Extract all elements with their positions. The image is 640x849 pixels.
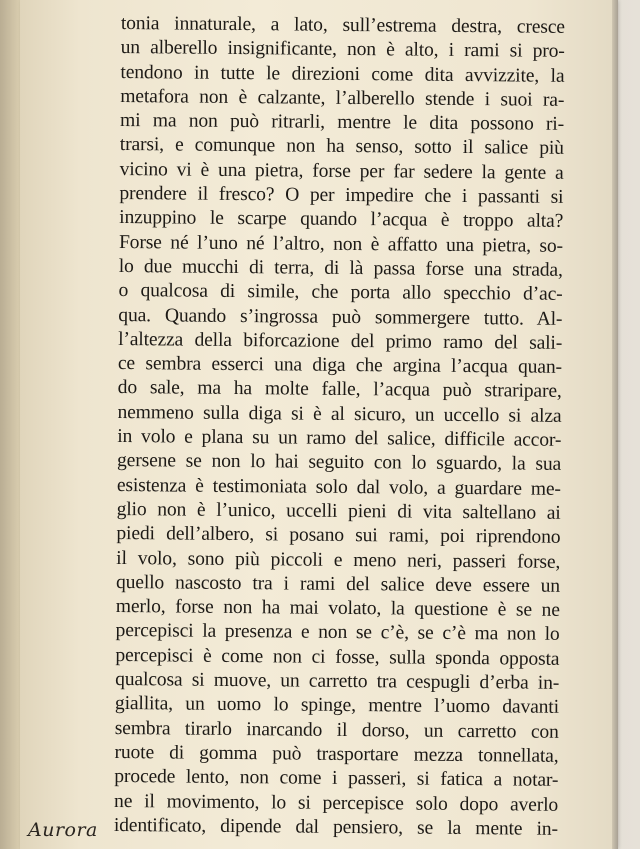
text-line: mi ma non può ritrarli, mentre le dita possono ri-: [119, 110, 565, 136]
page-body-text: [114, 12, 565, 842]
page-right-edge: [612, 0, 618, 849]
text-line: Forse né l’uno né l’altro, non è affatto una pietra, so-: [118, 231, 564, 257]
text-line: prendere il fresco? O per impedire che i passanti si: [119, 183, 564, 208]
text-line: identificato, dipende dal pensiero, se la mente in-: [113, 814, 558, 840]
text-line: sembra tirarlo inarcando il dorso, un carretto con: [114, 717, 559, 743]
text-line: percepisci è come non ci fosse, sulla sponda opposta: [115, 644, 560, 670]
text-line: nemmeno sulla diga si è al sicuro, un uccello si alza: [117, 401, 562, 427]
text-line: trarsi, e comunque non ha senso, sotto il salice più: [119, 134, 564, 160]
text-line: il volo, sono più piccoli e meno neri, passeri forse,: [116, 547, 561, 573]
text-line: glio non è l’unico, uccelli pieni di vita saltellano ai: [116, 498, 561, 524]
text-line: percepisci la presenza e non se c’è, se c’è ma non lo: [115, 620, 560, 646]
text-line: tonia innaturale, a lato, sull’estrema destra, cresce: [120, 12, 565, 38]
text-line: quello nascosto tra i rami del salice deve essere un: [115, 571, 561, 597]
text-line: procede lento, non come i passeri, si fatica a notar-: [114, 766, 559, 792]
text-line: inzuppino le scarpe quando l’acqua è troppo alta?: [119, 207, 564, 233]
text-line: un alberello insignificante, non è alto, i rami si pro-: [120, 37, 565, 63]
text-line: tendono in tutte le direzioni come dita avvizzite, la: [120, 61, 565, 87]
watermark-signature: Aurora: [28, 819, 98, 841]
text-line: giallita, un uomo lo spinge, mentre l’uomo davanti: [114, 693, 560, 719]
text-line: ruote di gomma può trasportare mezza tonnellata,: [114, 741, 559, 767]
text-line: do sale, ma ha molte falle, l’acqua può straripare,: [117, 377, 562, 403]
text-line: gersene se non lo hai seguito con lo sguardo, la sua: [116, 450, 562, 476]
text-line: merlo, forse non ha mai volato, la questione è se ne: [115, 596, 560, 621]
text-line: l’altezza della biforcazione del primo ramo del sali-: [118, 328, 563, 354]
text-line: ne il movimento, lo si percepisce solo dopo averlo: [114, 790, 559, 816]
text-line: o qualcosa di simile, che porta allo specchio d’ac-: [118, 280, 563, 306]
text-line: qua. Quando s’ingrossa può sommergere tutto. Al-: [118, 304, 563, 330]
text-line: in volo e plana su un ramo del salice, difficile accor-: [117, 426, 562, 451]
text-line: qualcosa si muove, un carretto tra cespugli d’erba in-: [115, 668, 560, 694]
text-line: vicino vi è una pietra, forse per far sedere la gente a: [119, 158, 564, 184]
text-line: esistenza è testimoniata solo dal volo, a guardare me-: [116, 474, 561, 500]
text-line: piedi dell’albero, si posano sui rami, poi riprendono: [116, 523, 561, 549]
text-line: metafora non è calzante, l’alberello stende i suoi ra-: [120, 85, 565, 111]
text-line: lo due mucchi di terra, di là passa forse una strada,: [118, 255, 563, 281]
text-line: ce sembra esserci una diga che argina l’acqua quan-: [117, 353, 563, 379]
